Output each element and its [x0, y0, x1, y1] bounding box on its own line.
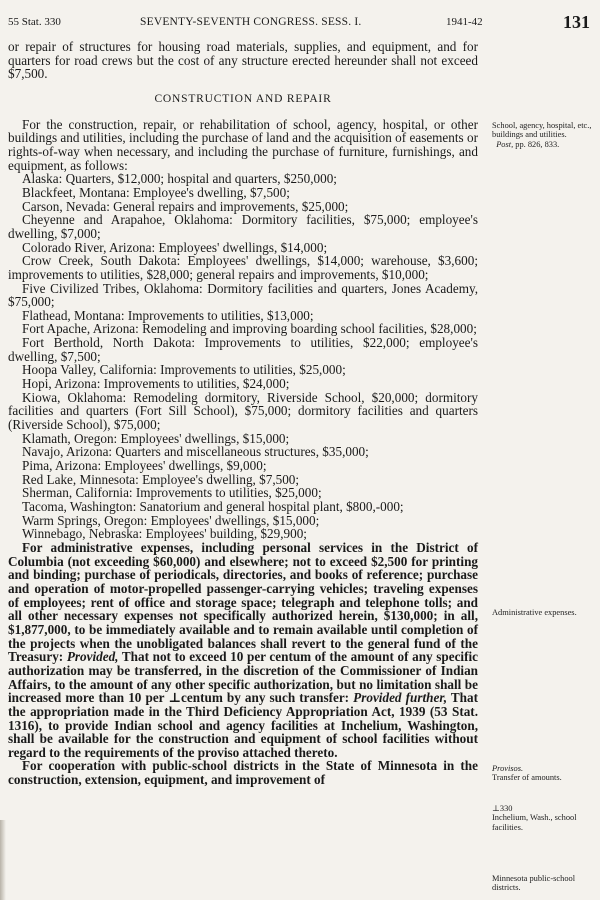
list-item: Alaska: Quarters, $12,000; hospital and quarters, $250,000; [22, 171, 337, 187]
proviso-term: Provided, [66, 649, 119, 665]
congress-session: SEVENTY-SEVENTH CONGRESS. SESS. I. [140, 16, 362, 28]
list-item: Blackfeet, Montana: Employee's dwelling, $7,500; [22, 184, 290, 200]
list-item: Red Lake, Minnesota: Employee's dwelling, $7,500; [22, 471, 300, 487]
cooperation-paragraph: For cooperation with public-school districts in the State of Minnesota in the construction, extension, equipment, and improvement of [8, 758, 478, 788]
list-item: Sherman, California: Improvements to utilities, $25,000; [22, 485, 322, 501]
list-item: Klamath, Oregon: Employees' dwellings, $15,000; [22, 430, 290, 446]
list-item: Five Civilized Tribes, Oklahoma: Dormitory facilities and quarters, Jones Academy, $75,000; [8, 280, 478, 310]
proviso-further-term: Provided further, [353, 690, 448, 706]
margin-note-post [492, 140, 592, 149]
appropriation-list [8, 172, 478, 541]
list-item: Tacoma, Washington: Sanatorium and general hospital plant, $800,-000; [22, 499, 404, 514]
list-item: Colorado River, Arizona: Employees' dwellings, $14,000; [22, 239, 328, 255]
margin-note-school [492, 121, 592, 149]
margin-note-provisos [492, 764, 592, 783]
list-item: Navajo, Arizona: Quarters and miscellaneous structures, $35,000; [22, 444, 369, 460]
page-number: 131 [563, 12, 590, 32]
margin-note-stat-ref: ⊥330 [492, 804, 513, 813]
margin-note-post-ref: pp. 826, 833. [515, 139, 560, 149]
list-item: Pima, Arizona: Employees' dwellings, $9,000; [22, 458, 267, 474]
section-heading: CONSTRUCTION AND REPAIR [154, 92, 332, 105]
list-item: Winnebago, Nebraska: Employees' building, $29,900; [22, 526, 307, 542]
list-item: Fort Berthold, North Dakota: Improvements to utilities, $22,000; employee's dwelling, $7,500; [8, 335, 478, 364]
admin-text-c: That the appropriation made in the Third Deficiency Appropriation Act, 1939 (53 Stat. 1316), to provide Indian school and agency facilities at Inchelium, Washington, shall be available for the construction and equipment of school facilities without regard to the requirements of the proviso attached thereto. [8, 690, 478, 760]
admin-text-a: For administrative expenses, including personal services in the District of Columbia (not exceeding $60,000) and elsewhere; not to exceed $2,500 for printing and binding; purchase of periodicals, directories, and books of reference; purchase and operation of motor-propelled passenger-carrying vehicles; traveling expenses of employees; rent of office and storage space; telegraph and telephone tolls; and all other necessary expenses not specifically authorized herein, $130,000; in all, $1,877,000, to be immediately available and to remain available until completion of the projects when the unobligated balances shall revert to the general fund of the Treasury: [8, 539, 478, 665]
intro-paragraph: or repair of structures for housing road materials, supplies, and equipment, and for quarters for road crews but the cost of any structure erected hereunder shall not exceed $7,500. [8, 39, 478, 82]
list-item: Kiowa, Oklahoma: Remodeling dormitory, Riverside School, $20,000; dormitory facilities and quarters (Fort Sill School), $75,000; dormitory facilities and quarters (Riverside School), $75,000; [8, 389, 478, 433]
margin-note-inchelium-text: Inchelium, Wash., school facilities. [492, 813, 577, 832]
list-item: Cheyenne and Arapahoe, Oklahoma: Dormitory facilities, $75,000; employee's dwelling, $7,000; [8, 212, 478, 241]
margin-note-minnesota: Minnesota public-school districts. [492, 874, 576, 893]
page-binding-edge [0, 820, 6, 900]
list-item: Fort Apache, Arizona: Remodeling and improving boarding school facilities, $28,000; [22, 321, 477, 337]
margin-note-inchelium [492, 804, 592, 832]
main-text [8, 40, 478, 787]
list-item: Hopi, Arizona: Improvements to utilities, $24,000; [22, 376, 290, 392]
margin-note-transfer: Transfer of amounts. [492, 773, 562, 783]
list-item: Warm Springs, Oregon: Employees' dwellings, $15,000; [22, 512, 320, 528]
margin-note-admin: Administrative expenses. [492, 608, 577, 617]
margin-note-school-title: School, agency, hospital, etc., buildings and utilities. [492, 121, 592, 140]
admin-text-b: That not to exceed 10 per centum of the amount of any specific authorization may be transferred, in the discretion of the Commissioner of Indian Affairs, to the amount of any other specific authorization, but no limitation shall be increased more than 10 per ⊥centum by any such transfer: [8, 649, 479, 706]
list-item: Flathead, Montana: Improvements to utilities, $13,000; [22, 307, 314, 323]
provisos-label: Provisos. [492, 764, 524, 773]
margin-note-provisos-label [492, 764, 592, 773]
margin-note-post-label: Post, [496, 139, 514, 149]
construction-paragraph: For the construction, repair, or rehabilitation of school, agency, hospital, or other buildings and utilities, including the purchase of land and the acquisition of easements or rights-of-way when necessary, and including the purchase of furniture, furnishings, and equipment, as follows: [8, 116, 478, 173]
administrative-paragraph [8, 541, 478, 760]
list-item: Carson, Nevada: General repairs and improvements, $25,000; [22, 198, 349, 214]
list-item: Crow Creek, South Dakota: Employees' dwellings, $14,000; warehouse, $3,600; improvements to utilities, $28,000; general repairs and improvements, $10,000; [8, 253, 478, 282]
list-item: Hoopa Valley, California: Improvements to utilities, $25,000; [22, 362, 346, 378]
statute-citation: 55 Stat. 330 [8, 16, 61, 28]
session-years: 1941-42 [446, 16, 483, 28]
page-header [8, 14, 592, 34]
